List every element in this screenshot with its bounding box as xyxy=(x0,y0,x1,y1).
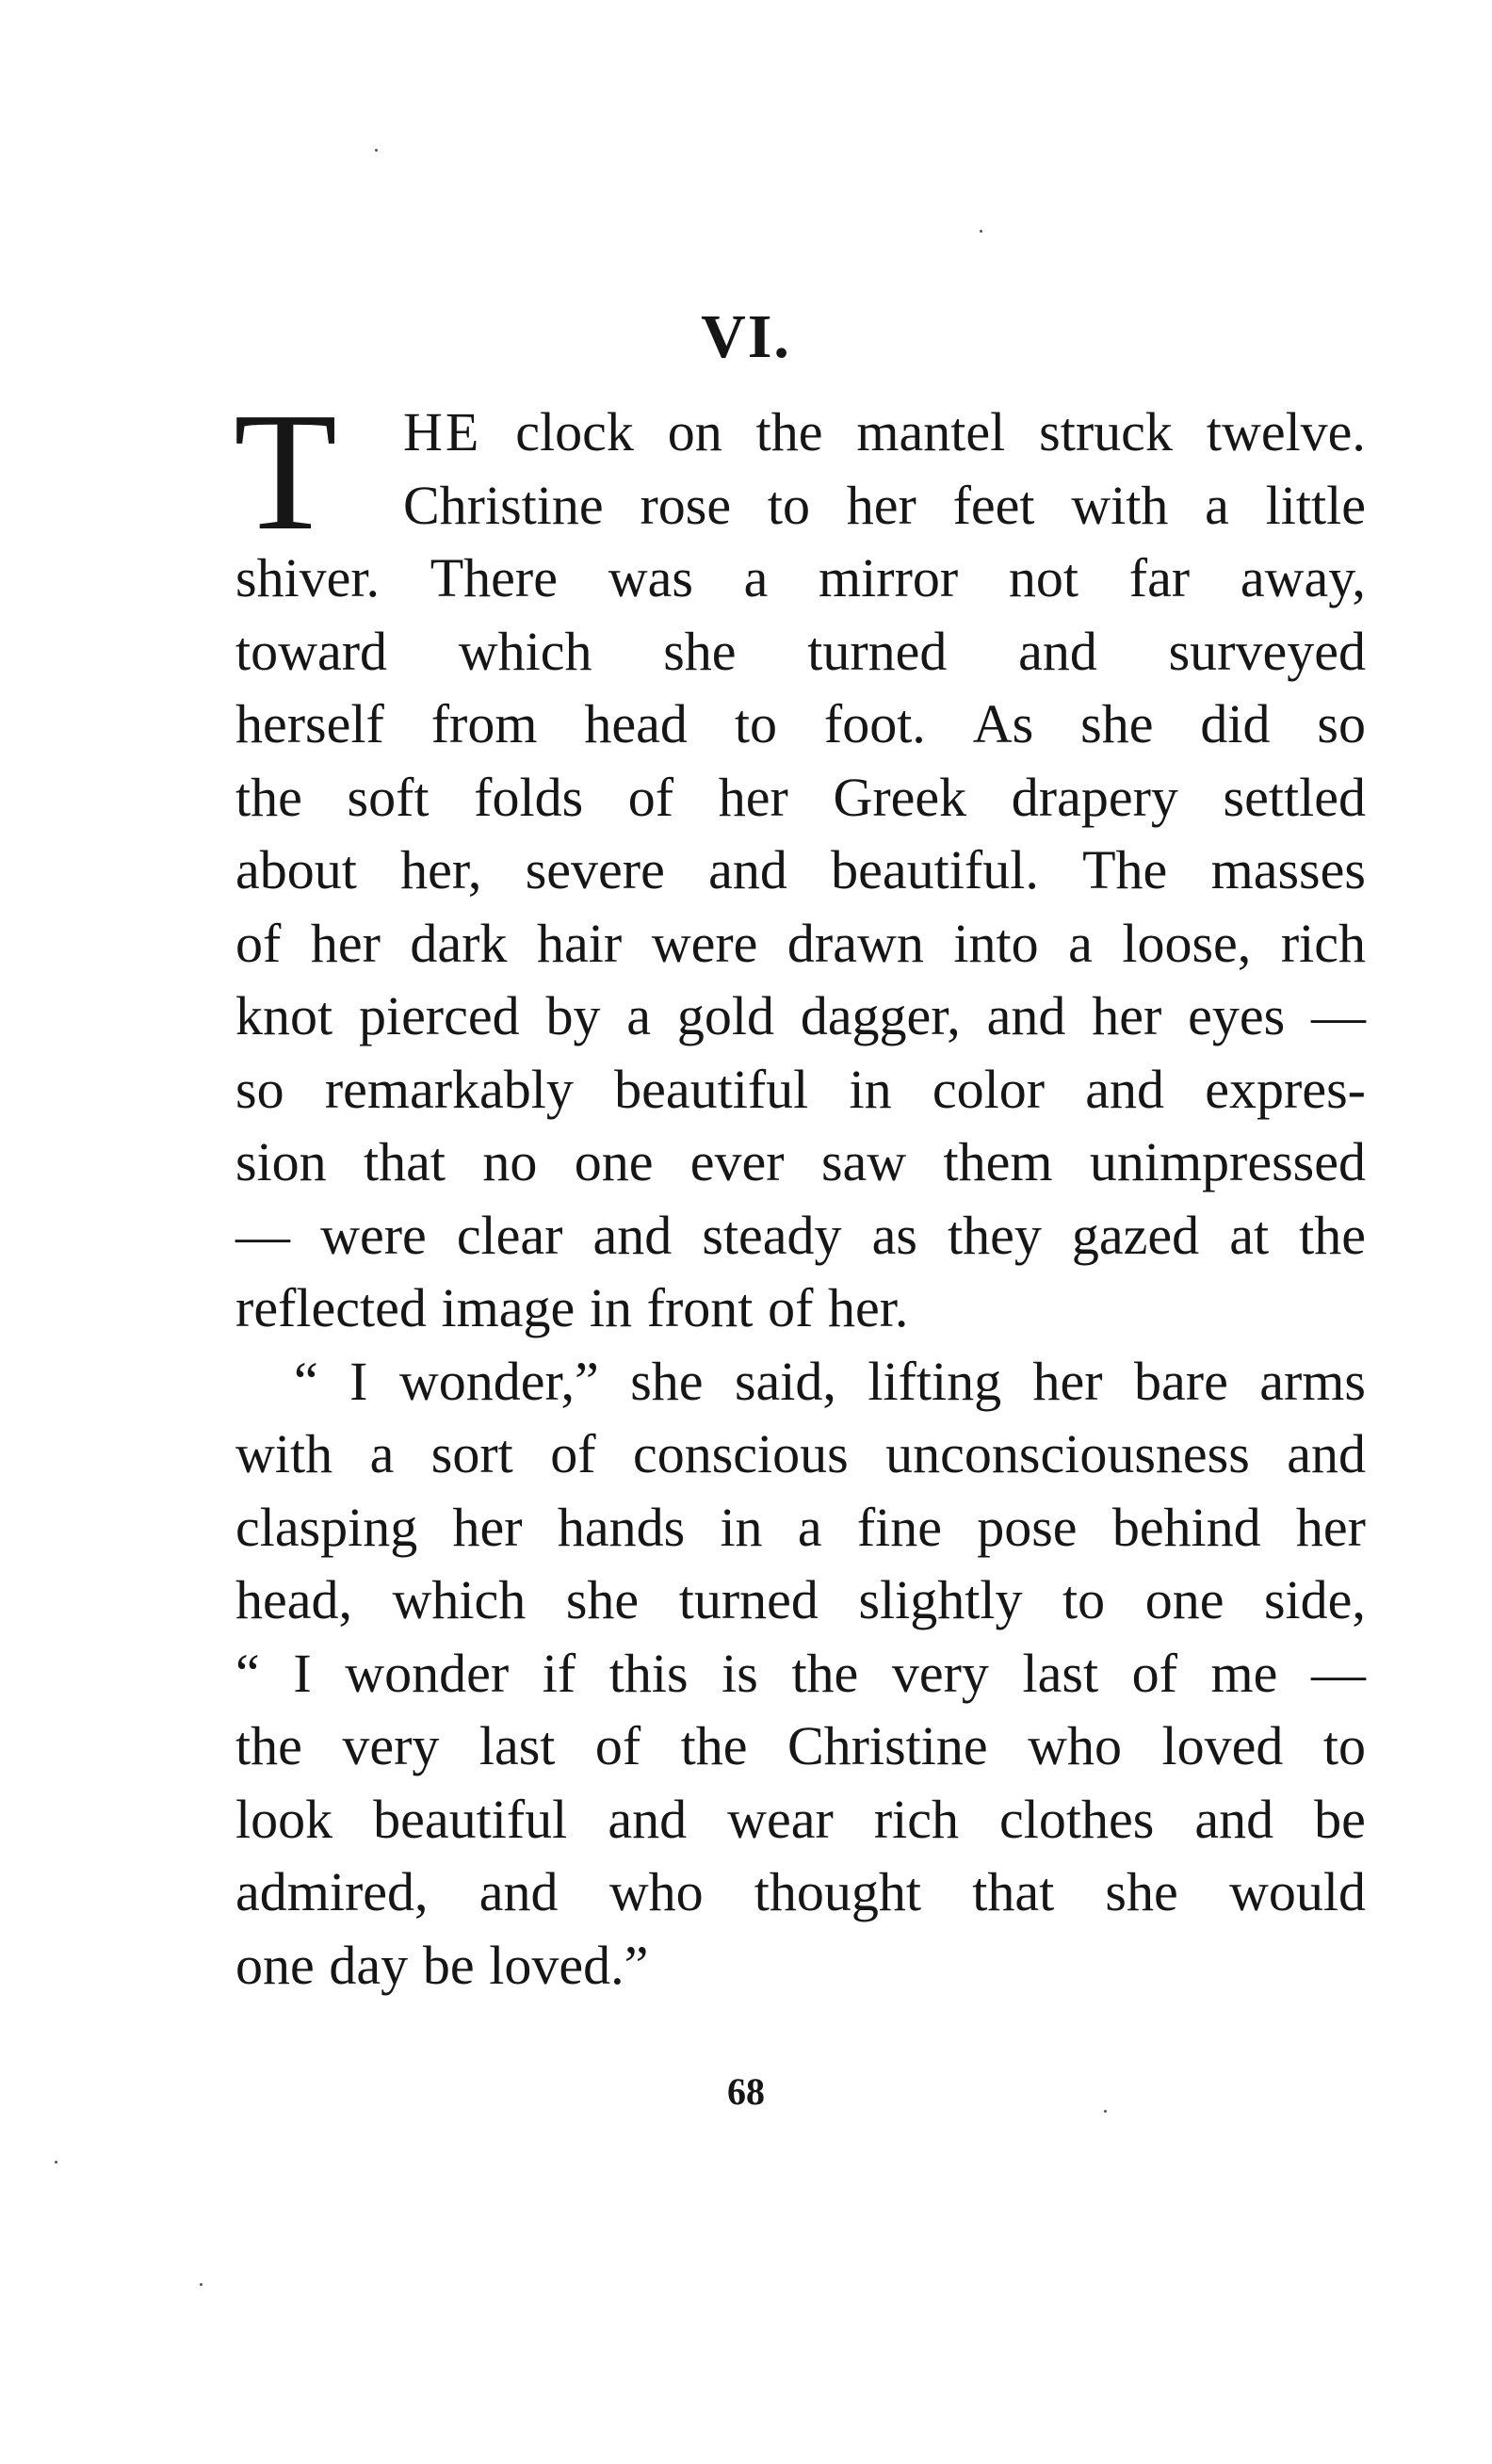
word: fine xyxy=(856,1496,942,1558)
word: her xyxy=(1032,1350,1103,1412)
text-line xyxy=(235,834,1366,907)
word: and xyxy=(708,839,787,900)
text-line xyxy=(235,1856,1366,1929)
word: by xyxy=(545,985,601,1046)
word: no xyxy=(482,1131,538,1192)
word: rose xyxy=(640,474,732,536)
word: gold xyxy=(676,985,774,1046)
word: hands xyxy=(557,1496,686,1558)
word: she xyxy=(1080,693,1154,754)
word: to xyxy=(734,693,777,754)
word: her. xyxy=(828,1277,909,1338)
word: the xyxy=(791,1642,859,1704)
word: very xyxy=(342,1715,440,1776)
word: in xyxy=(720,1496,763,1558)
word: behind xyxy=(1111,1496,1261,1558)
word: gazed xyxy=(1071,1204,1200,1266)
text-line xyxy=(235,980,1366,1053)
word: they xyxy=(947,1204,1042,1266)
word: of xyxy=(235,912,282,974)
word: the xyxy=(1299,1204,1366,1266)
word: head, xyxy=(235,1569,352,1630)
word: drawn xyxy=(787,912,924,974)
word: image xyxy=(441,1277,576,1338)
word: last xyxy=(478,1715,556,1776)
word: turned xyxy=(807,620,948,682)
word: a xyxy=(369,1423,395,1484)
word: her, xyxy=(400,839,482,900)
word: to xyxy=(1062,1569,1106,1630)
word: a xyxy=(743,547,769,608)
word: and xyxy=(608,1788,688,1850)
word: rich xyxy=(873,1788,960,1850)
word: herself xyxy=(235,693,384,754)
word: this xyxy=(608,1642,689,1704)
word: head xyxy=(584,693,688,754)
word: who xyxy=(1028,1715,1123,1776)
word: wear xyxy=(727,1788,834,1850)
word: Greek xyxy=(833,766,967,828)
word: beautiful xyxy=(614,1058,809,1120)
word: sion xyxy=(235,1131,327,1192)
word: last xyxy=(1022,1642,1099,1704)
word: front xyxy=(646,1277,754,1338)
word: as xyxy=(871,1204,917,1266)
word: and xyxy=(1085,1058,1165,1120)
word: did xyxy=(1200,693,1271,754)
text-line xyxy=(235,1272,1366,1345)
word: knot xyxy=(235,985,333,1046)
word: severe xyxy=(525,839,665,900)
word: loved.” xyxy=(489,1934,649,1996)
word: loose, xyxy=(1122,912,1252,974)
word: clothes xyxy=(999,1788,1155,1850)
word: drapery xyxy=(1011,766,1178,828)
word: “ xyxy=(235,1642,260,1704)
word: away, xyxy=(1240,547,1366,608)
word: which xyxy=(458,620,592,682)
word: hair xyxy=(537,912,623,974)
word: her xyxy=(846,474,916,536)
word: admired, xyxy=(235,1861,429,1922)
word: eyes xyxy=(1188,985,1286,1046)
word: masses xyxy=(1210,839,1366,900)
word: of xyxy=(550,1423,596,1484)
word: bare xyxy=(1134,1350,1228,1412)
paragraph-2 xyxy=(235,1345,1366,2002)
word: saw xyxy=(820,1131,907,1192)
word: I xyxy=(349,1350,368,1412)
word: which xyxy=(392,1569,527,1630)
word: far xyxy=(1128,547,1191,608)
word: struck xyxy=(1039,401,1173,462)
word: folds xyxy=(474,766,584,828)
word: As xyxy=(972,693,1034,754)
word: a xyxy=(626,985,652,1046)
text-line xyxy=(235,688,1366,761)
word: of xyxy=(627,766,674,828)
word: with xyxy=(235,1423,333,1484)
paragraph-1 xyxy=(234,378,1366,1345)
word: one xyxy=(235,1934,315,1996)
text-line xyxy=(235,1491,1366,1564)
word: one xyxy=(574,1131,654,1192)
word: steady xyxy=(702,1204,842,1266)
word: would xyxy=(1228,1861,1366,1922)
word: surveyed xyxy=(1168,620,1366,682)
word: so xyxy=(235,1058,284,1120)
word: a xyxy=(1205,474,1229,536)
word: conscious xyxy=(632,1423,849,1484)
word: and xyxy=(1018,620,1097,682)
text-line xyxy=(235,1126,1366,1199)
word: the xyxy=(680,1715,748,1776)
scan-speck xyxy=(55,2161,57,2164)
word: dagger, xyxy=(800,985,961,1046)
word: not xyxy=(1008,547,1079,608)
word: in xyxy=(849,1058,892,1120)
word: shiver. xyxy=(235,547,381,608)
word: ever xyxy=(689,1131,785,1192)
word: arms xyxy=(1259,1350,1366,1412)
word: and xyxy=(986,985,1066,1046)
word: remarkably xyxy=(324,1058,574,1120)
text-line xyxy=(235,1929,1366,2002)
word: toward xyxy=(235,620,388,682)
word: very xyxy=(891,1642,989,1704)
word: rich xyxy=(1280,912,1366,974)
word: be xyxy=(1314,1788,1366,1850)
word: thought xyxy=(754,1861,922,1922)
word: dark xyxy=(410,912,508,974)
word: — xyxy=(1310,985,1366,1046)
word: pose xyxy=(977,1496,1078,1558)
scan-speck xyxy=(1104,2110,1107,2113)
word: so xyxy=(1317,693,1366,754)
text-line xyxy=(235,615,1366,689)
text-line xyxy=(235,761,1366,835)
word: of xyxy=(768,1277,814,1338)
word: little xyxy=(1265,474,1366,536)
word: clasping xyxy=(235,1496,418,1558)
word: unconsciousness xyxy=(885,1423,1250,1484)
word: day xyxy=(329,1934,409,1996)
word: her xyxy=(718,766,788,828)
text-line xyxy=(235,1053,1366,1127)
word: slightly xyxy=(858,1569,1023,1630)
word: loved xyxy=(1161,1715,1284,1776)
word: expres- xyxy=(1205,1058,1366,1120)
word: a xyxy=(797,1496,822,1558)
word: that xyxy=(364,1131,446,1192)
word: be xyxy=(422,1934,475,1996)
text-line xyxy=(235,469,1366,543)
word: is xyxy=(722,1642,758,1704)
word: were xyxy=(651,912,758,974)
word: she xyxy=(1105,1861,1178,1922)
word: the xyxy=(755,401,823,462)
word: clock xyxy=(515,401,634,462)
body-text xyxy=(234,378,1366,2002)
text-line xyxy=(235,1418,1366,1491)
word: beautiful. xyxy=(831,839,1039,900)
page-number: 68 xyxy=(727,2070,765,2113)
word: and xyxy=(1287,1423,1366,1484)
word: turned xyxy=(678,1569,819,1630)
word: with xyxy=(1071,474,1169,536)
line-content xyxy=(403,396,1366,469)
word: — xyxy=(1310,1642,1366,1704)
scan-speck xyxy=(980,230,982,233)
word: wonder,” xyxy=(398,1350,599,1412)
word: her xyxy=(310,912,381,974)
text-line xyxy=(235,1637,1366,1710)
word: sort xyxy=(430,1423,513,1484)
word: her xyxy=(1092,985,1162,1046)
word: to xyxy=(767,474,810,536)
word: she xyxy=(630,1350,704,1412)
word: that xyxy=(972,1861,1055,1922)
word: of xyxy=(594,1715,641,1776)
word: color xyxy=(932,1058,1046,1120)
word: “ xyxy=(294,1350,318,1412)
word: pierced xyxy=(358,985,520,1046)
word: on xyxy=(667,401,722,462)
text-line xyxy=(235,1783,1366,1856)
word: said, xyxy=(734,1350,836,1412)
text-line xyxy=(235,1199,1366,1273)
scan-speck xyxy=(375,149,378,152)
word: unimpressed xyxy=(1089,1131,1366,1192)
word: mirror xyxy=(819,547,959,608)
word: and xyxy=(478,1861,559,1922)
text-line xyxy=(235,1345,1366,1418)
word: look xyxy=(235,1788,333,1850)
word: from xyxy=(430,693,538,754)
word: her xyxy=(1295,1496,1366,1558)
word: — xyxy=(235,1204,290,1266)
word: and xyxy=(592,1204,673,1266)
word: The xyxy=(1082,839,1168,900)
word: at xyxy=(1229,1204,1270,1266)
word: twelve. xyxy=(1206,401,1366,462)
word: soft xyxy=(347,766,430,828)
word: clear xyxy=(456,1204,563,1266)
word: Christine xyxy=(787,1715,988,1776)
word: she xyxy=(565,1569,640,1630)
word: settled xyxy=(1223,766,1366,828)
word: beautiful xyxy=(373,1788,568,1850)
word: about xyxy=(235,839,357,900)
text-line xyxy=(235,1564,1366,1637)
word: were xyxy=(320,1204,427,1266)
small-caps-word: HE xyxy=(403,401,482,462)
word: was xyxy=(608,547,693,608)
word: me xyxy=(1210,1642,1278,1704)
drop-cap: T xyxy=(234,378,337,565)
word: them xyxy=(943,1131,1053,1192)
word: I xyxy=(293,1642,312,1704)
word: foot. xyxy=(823,693,926,754)
word: feet xyxy=(952,474,1035,536)
scan-speck xyxy=(200,2283,203,2286)
word: one xyxy=(1144,1569,1224,1630)
word: in xyxy=(589,1277,632,1338)
word: who xyxy=(608,1861,704,1922)
word: There xyxy=(430,547,558,608)
text-line xyxy=(235,1710,1366,1783)
word: a xyxy=(1068,912,1093,974)
word: of xyxy=(1131,1642,1177,1704)
word: lifting xyxy=(868,1350,1002,1412)
word: her xyxy=(452,1496,523,1558)
word: into xyxy=(953,912,1039,974)
word: wonder xyxy=(345,1642,510,1704)
chapter-heading: VI. xyxy=(701,302,791,371)
word: Christine xyxy=(403,474,604,536)
word: if xyxy=(542,1642,576,1704)
text-line xyxy=(235,542,1366,615)
word: the xyxy=(235,1715,302,1776)
word: reflected xyxy=(235,1277,427,1338)
word: side, xyxy=(1263,1569,1366,1630)
word: to xyxy=(1322,1715,1366,1776)
word: the xyxy=(235,766,302,828)
word: and xyxy=(1194,1788,1274,1850)
word: she xyxy=(663,620,737,682)
word: mantel xyxy=(856,401,1006,462)
text-line xyxy=(235,907,1366,981)
